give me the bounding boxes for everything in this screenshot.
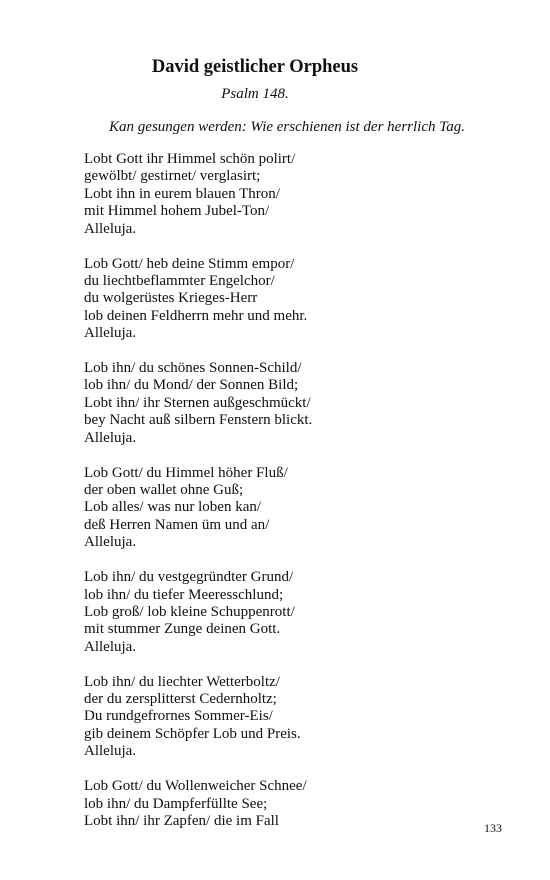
verse-line: deß Herren Namen üm und an/ xyxy=(84,516,270,533)
verse-line: Alleluja. xyxy=(84,638,137,655)
verse-line: Lobt ihn/ ihr Zapfen/ die im Fall xyxy=(84,813,279,829)
verse-line: Lob groß/ lob kleine Schuppenrott/ xyxy=(84,603,295,620)
stanza xyxy=(84,151,504,238)
poem-body xyxy=(84,151,504,848)
verse-line: bey Nacht auß silbern Fenstern blickt. xyxy=(84,412,313,429)
verse-line: mit stummer Zunge deinen Gott. xyxy=(84,621,281,638)
psalm-subtitle: Psalm 148. xyxy=(221,86,289,102)
verse-line: Lob ihn/ du schönes Sonnen-Schild/ xyxy=(84,360,302,377)
verse-line: mit Himmel hohem Jubel-Ton/ xyxy=(84,203,270,220)
verse-line: Alleluja. xyxy=(84,220,137,237)
page-title: David geistlicher Orpheus xyxy=(151,57,359,77)
melody-note: Kan gesungen werden: Wie erschienen ist der herrlich Tag. xyxy=(109,119,465,135)
verse-line: gib deinem Schöpfer Lob und Preis. xyxy=(84,725,301,742)
verse-line: Du rundgefrornes Sommer-Eis/ xyxy=(84,708,273,725)
verse-line: Alleluja. xyxy=(84,429,137,446)
verse-line: Lobt Gott ihr Himmel schön polirt/ xyxy=(84,151,296,167)
stanza xyxy=(84,778,504,830)
verse-line: Lob Gott/ heb deine Stimm empor/ xyxy=(84,255,295,272)
verse-line: Alleluja. xyxy=(84,325,137,342)
verse-line: lob deinen Feldherrn mehr und mehr. xyxy=(84,307,308,324)
stanza xyxy=(84,569,504,656)
verse-line: du liechtbeflammter Engelchor/ xyxy=(84,272,275,289)
stanza xyxy=(84,360,504,447)
verse-line: Alleluja. xyxy=(84,534,137,551)
stanza xyxy=(84,674,504,761)
verse-line: du wolgerüstes Krieges-Herr xyxy=(84,290,258,307)
verse-line: der du zersplitterst Cedernholtz; xyxy=(84,691,277,708)
page-number: 133 xyxy=(484,821,502,835)
verse-line: lob ihn/ du tiefer Meeresschlund; xyxy=(84,586,284,603)
verse-line: gewölbt/ gestirnet/ verglasirt; xyxy=(84,168,261,185)
verse-line: lob ihn/ du Mond/ der Sonnen Bild; xyxy=(84,377,299,394)
verse-line: Lob alles/ was nur loben kan/ xyxy=(84,499,262,516)
verse-line: lob ihn/ du Dampferfüllte See; xyxy=(84,795,268,812)
verse-line: der oben wallet ohne Guß; xyxy=(84,482,244,498)
verse-line: Lob Gott/ du Himmel höher Fluß/ xyxy=(84,464,288,481)
verse-line: Lobt ihn in eurem blauen Thron/ xyxy=(84,185,280,202)
stanza xyxy=(84,256,504,343)
stanza xyxy=(84,465,504,552)
verse-line: Lob ihn/ du vestgegründter Grund/ xyxy=(84,569,294,586)
verse-line: Alleluja. xyxy=(84,743,137,760)
verse-line: Lob Gott/ du Wollenweicher Schnee/ xyxy=(84,778,307,795)
verse-line: Lobt ihn/ ihr Sternen außgeschmückt/ xyxy=(84,394,311,411)
verse-line: Lob ihn/ du liechter Wetterboltz/ xyxy=(84,673,280,690)
